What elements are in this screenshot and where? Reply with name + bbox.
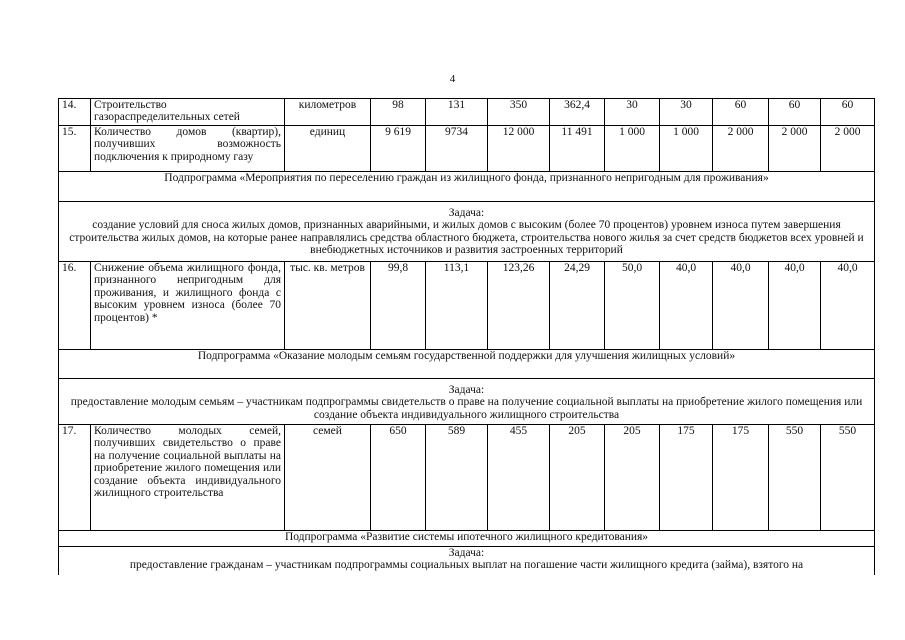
value-cell: 1 000 (660, 126, 713, 172)
row-number: 16. (59, 262, 91, 350)
row-number: 14. (59, 99, 91, 126)
value-cell: 60 (713, 99, 769, 126)
value-cell: 362,4 (550, 99, 605, 126)
value-cell: 2 000 (769, 126, 821, 172)
indicators-table (58, 98, 875, 575)
task-text: создание условий для сноса жилых домов, признанных аварийными, и жилых домов с высоким (более 70 процентов) уровнем износа путем завершения строительства жилых домов, на которые ранее направлялись средства областного бюджета, строительства нового жилья за счет средств бюджетов всех уровней и внебюджетных источников и развития застроенных территорий (69, 219, 864, 257)
value-cell: 550 (821, 425, 875, 531)
value-cell: 12 000 (488, 126, 550, 172)
value-cell: 30 (605, 99, 660, 126)
value-cell: 2 000 (713, 126, 769, 172)
subprogram-title: Подпрограмма «Оказание молодым семьям государственной поддержки для улучшения жилищных условий» (59, 350, 875, 379)
value-cell: 350 (488, 99, 550, 126)
value-cell: 175 (660, 425, 713, 531)
row-number: 17. (59, 425, 91, 531)
value-cell: 131 (426, 99, 488, 126)
unit-cell: километров (285, 99, 371, 126)
value-cell: 11 491 (550, 126, 605, 172)
unit-cell: тыс. кв. метров (285, 262, 371, 350)
indicator-name: Строительство газораспределительных сетей (91, 99, 285, 126)
value-cell: 60 (821, 99, 875, 126)
subprogram-row (59, 350, 875, 379)
value-cell: 50,0 (605, 262, 660, 350)
value-cell: 40,0 (660, 262, 713, 350)
table-row (59, 262, 875, 350)
task-label: Задача: (448, 207, 485, 219)
subprogram-title: Подпрограмма «Развитие системы ипотечного жилищного кредитования» (59, 531, 875, 547)
value-cell: 123,26 (488, 262, 550, 350)
row-number: 15. (59, 126, 91, 172)
indicator-name: Снижение объема жилищного фонда, признанного непригодным для проживания, и жилищного фонда с высоким уровнем износа (более 70 процентов) * (91, 262, 285, 350)
page-number: 4 (449, 73, 456, 85)
value-cell: 98 (371, 99, 426, 126)
value-cell: 589 (426, 425, 488, 531)
task-cell (59, 379, 875, 425)
indicator-name: Количество домов (квартир), получивших возможность подключения к природному газу (91, 126, 285, 172)
value-cell: 113,1 (426, 262, 488, 350)
subprogram-row (59, 172, 875, 202)
task-label: Задача: (448, 547, 485, 559)
task-label: Задача: (448, 384, 485, 396)
value-cell: 9 619 (371, 126, 426, 172)
subprogram-title: Подпрограмма «Мероприятия по переселению граждан из жилищного фонда, признанного непригодным для проживания» (59, 172, 875, 202)
task-row (59, 202, 875, 262)
task-row (59, 547, 875, 575)
value-cell: 40,0 (713, 262, 769, 350)
unit-cell: единиц (285, 126, 371, 172)
value-cell: 175 (713, 425, 769, 531)
value-cell: 1 000 (605, 126, 660, 172)
value-cell: 9734 (426, 126, 488, 172)
value-cell: 205 (605, 425, 660, 531)
value-cell: 550 (769, 425, 821, 531)
table-row (59, 126, 875, 172)
value-cell: 40,0 (821, 262, 875, 350)
subprogram-row (59, 531, 875, 547)
task-text: предоставление гражданам – участникам подпрограммы социальных выплат на погашение части жилищного кредита (займа), взятого на (129, 559, 804, 572)
unit-cell: семей (285, 425, 371, 531)
value-cell: 99,8 (371, 262, 426, 350)
value-cell: 24,29 (550, 262, 605, 350)
task-text: предоставление молодым семьям – участникам подпрограммы свидетельств о праве на получение социальной выплаты на приобретение жилого помещения или создание объекта индивидуального жилищного строительства (70, 396, 863, 421)
value-cell: 205 (550, 425, 605, 531)
task-cell (59, 202, 875, 262)
table-row (59, 99, 875, 126)
table-row (59, 425, 875, 531)
value-cell: 30 (660, 99, 713, 126)
value-cell: 455 (488, 425, 550, 531)
value-cell: 650 (371, 425, 426, 531)
task-cell (59, 547, 875, 575)
value-cell: 40,0 (769, 262, 821, 350)
indicator-name: Количество молодых семей, получивших свидетельство о праве на получение социальной выплаты на приобретение жилого помещения или создание объекта индивидуального жилищного строительства (91, 425, 285, 531)
value-cell: 2 000 (821, 126, 875, 172)
value-cell: 60 (769, 99, 821, 126)
task-row (59, 379, 875, 425)
